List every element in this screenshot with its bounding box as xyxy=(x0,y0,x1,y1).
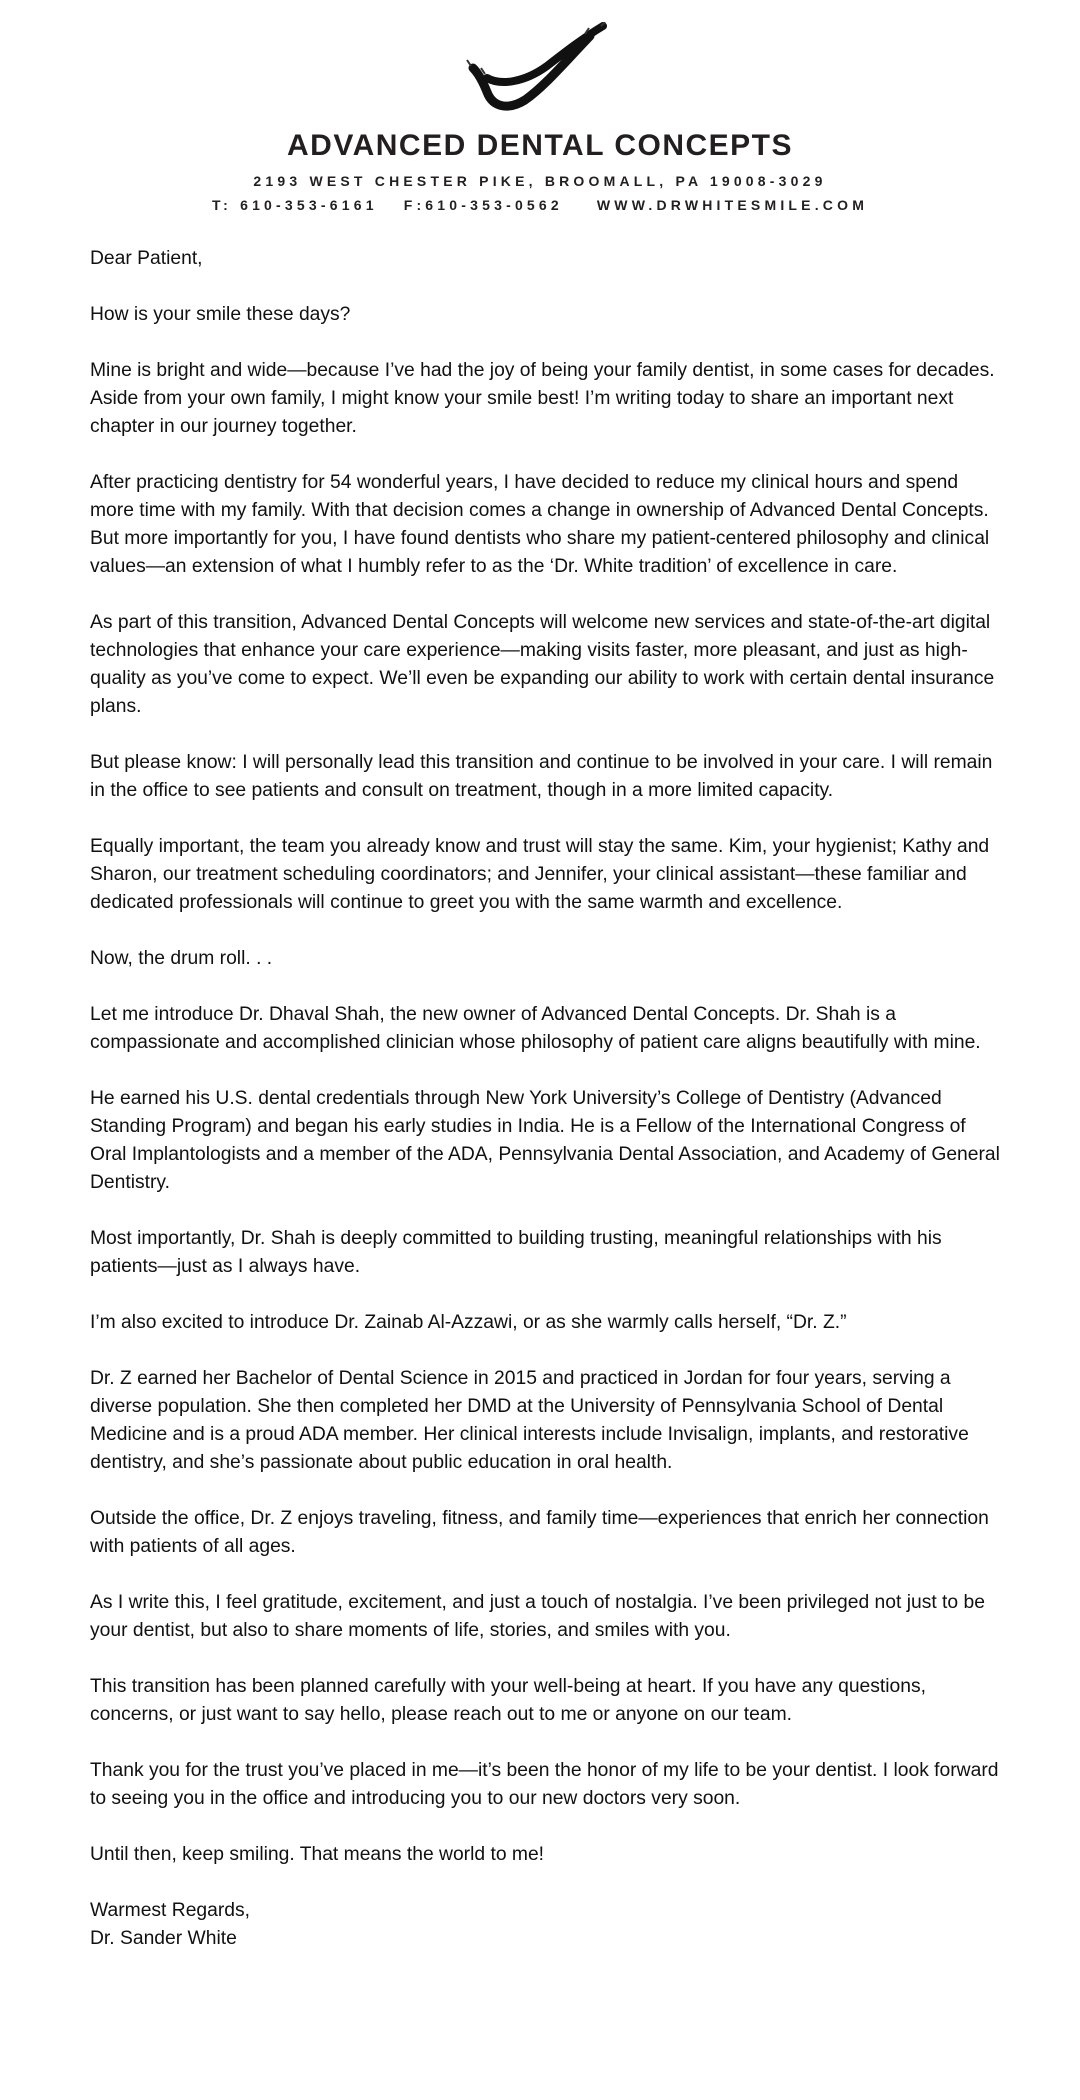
fax-number: F:610-353-0562 xyxy=(403,197,563,213)
paragraph: Now, the drum roll. . . xyxy=(90,948,273,969)
paragraph: Most importantly, Dr. Shah is deeply committed to building trusting, meaningful relationships with his patients—just as I always have. xyxy=(90,1228,942,1277)
signoff xyxy=(90,1897,1000,1953)
website-link[interactable]: WWW.DRWHITESMILE.COM xyxy=(596,197,869,213)
letter-body xyxy=(90,245,1000,1953)
paragraph: Until then, keep smiling. That means the world to me! xyxy=(90,1844,545,1865)
paragraph: Equally important, the team you already know and trust will stay the same. Kim, your hygienist; Kathy and Sharon, our treatment scheduling coordinators; and Jennifer, your clinical assistant—these familiar and dedicated professionals will continue to greet you with the same warmth and excellence. xyxy=(90,836,990,913)
brush-stroke-check-logo-icon xyxy=(465,22,615,122)
paragraph: I’m also excited to introduce Dr. Zainab Al-Azzawi, or as she warmly calls herself, “Dr. Z.” xyxy=(90,1312,847,1333)
paragraph: Mine is bright and wide—because I’ve had the joy of being your family dentist, in some cases for decades. Aside from your own family, I might know your smile best! I’m writing today to share an important next chapter in our journey together. xyxy=(90,360,995,437)
company-address: 2193 WEST CHESTER PIKE, BROOMALL, PA 19008-3029 xyxy=(253,173,827,189)
paragraph: How is your smile these days? xyxy=(90,304,351,325)
salutation: Dear Patient, xyxy=(90,248,203,269)
paragraph: Let me introduce Dr. Dhaval Shah, the new owner of Advanced Dental Concepts. Dr. Shah is a compassionate and accomplished clinician whose philosophy of patient care aligns beautifully with mine. xyxy=(90,1004,981,1053)
paragraph: Thank you for the trust you’ve placed in me—it’s been the honor of my life to be your dentist. I look forward to seeing you in the office and introducing you to our new doctors very soon. xyxy=(90,1760,999,1809)
contact-line xyxy=(0,196,1080,214)
closing: Warmest Regards, xyxy=(90,1900,251,1921)
paragraph: As part of this transition, Advanced Dental Concepts will welcome new services and state-of-the-art digital technologies that enhance your care experience—making visits faster, more pleasant, and just as high-quality as you’ve come to expect. We’ll even be expanding our ability to work with certain dental insurance plans. xyxy=(90,612,995,717)
paragraph: Dr. Z earned her Bachelor of Dental Science in 2015 and practiced in Jordan for four years, serving a diverse population. She then completed her DMD at the University of Pennsylvania School of Dental Medicine and is a proud ADA member. Her clinical interests include Invisalign, implants, and restorative dentistry, and she’s passionate about public education in oral health. xyxy=(90,1368,969,1473)
company-name: ADVANCED DENTAL CONCEPTS xyxy=(286,129,794,162)
phone-number: T: 610-353-6161 xyxy=(211,197,378,213)
paragraph: Outside the office, Dr. Z enjoys traveling, fitness, and family time—experiences that enrich her connection with patients of all ages. xyxy=(90,1508,989,1557)
paragraph: After practicing dentistry for 54 wonderful years, I have decided to reduce my clinical hours and spend more time with my family. With that decision comes a change in ownership of Advanced Dental Concepts. But more importantly for you, I have found dentists who share my patient-centered philosophy and clinical values—an extension of what I humbly refer to as the ‘Dr. White tradition’ of excellence in care. xyxy=(90,472,990,577)
paragraph: This transition has been planned carefully with your well-being at heart. If you have any questions, concerns, or just want to say hello, please reach out to me or anyone on our team. xyxy=(90,1676,927,1725)
signature: Dr. Sander White xyxy=(90,1928,237,1949)
paragraph: But please know: I will personally lead this transition and continue to be involved in your care. I will remain in the office to see patients and consult on treatment, though in a more limited capacity. xyxy=(90,752,993,801)
paragraph: As I write this, I feel gratitude, excitement, and just a touch of nostalgia. I’ve been privileged not just to be your dentist, but also to share moments of life, stories, and smiles with you. xyxy=(90,1592,985,1641)
paragraph: He earned his U.S. dental credentials through New York University’s College of Dentistry (Advanced Standing Program) and began his early studies in India. He is a Fellow of the International Congress of Oral Implantologists and a member of the ADA, Pennsylvania Dental Association, and Academy of General Dentistry. xyxy=(90,1088,1000,1193)
